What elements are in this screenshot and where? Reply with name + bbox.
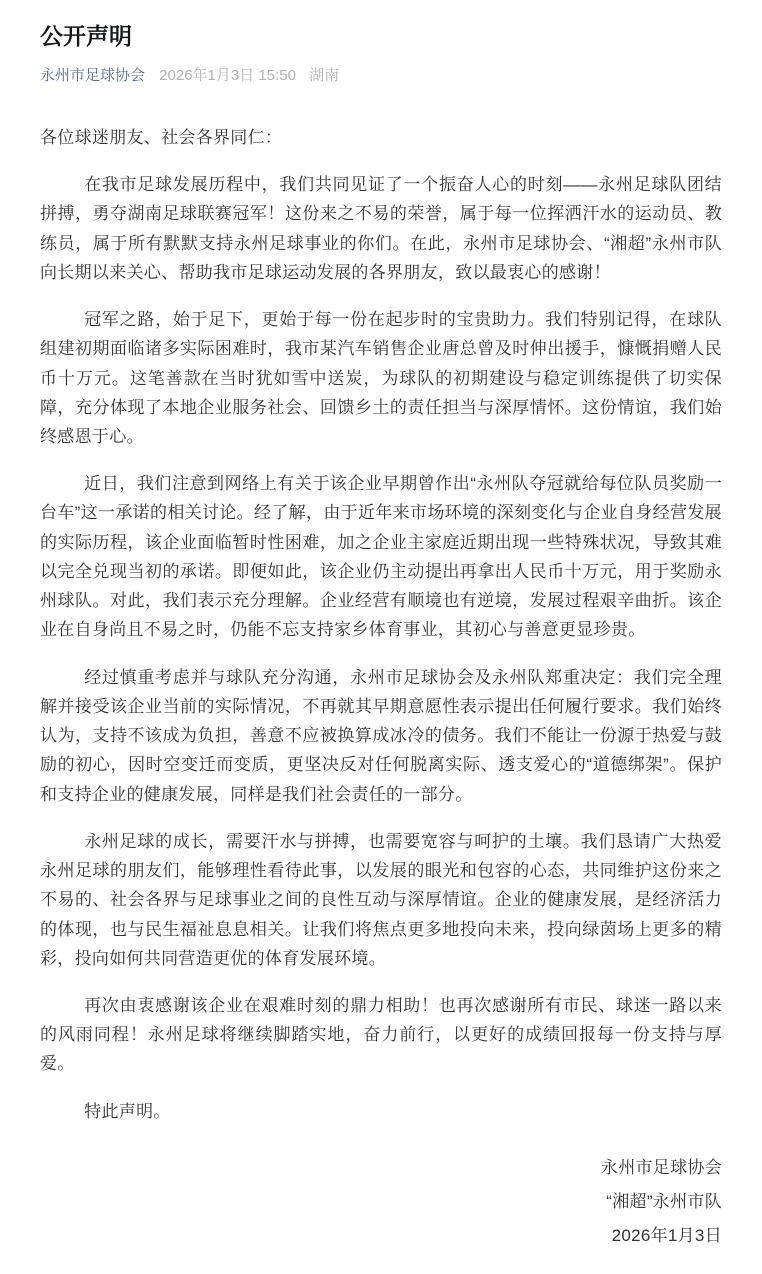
salutation: 各位球迷朋友、社会各界同仁： — [40, 127, 283, 147]
paragraph-2: 冠军之路，始于足下，更始于每一份在起步时的宝贵助力。我们特别记得，在球队组建初期面临诸多实际困难时，我市某汽车销售企业唐总曾及时伸出援手，慷慨捐赠人民币十万元。这笔善款在当时犹如雪中送炭，为球队的初期建设与稳定训练提供了切实保障，充分体现了本地企业服务社会、回馈乡土的责任担当与深厚情怀。这份情谊，我们始终感恩于心。 — [40, 310, 722, 446]
paragraph-4: 经过慎重考虑并与球队充分沟通，永州市足球协会及永州队郑重决定：我们完全理解并接受该企业当前的实际情况，不再就其早期意愿性表示提出任何履行要求。我们始终认为，支持不该成为负担，善意不应被换算成冰冷的债务。我们不能让一份源于热爱与鼓励的初心，因时空变迁而变质，更坚决反对任何脱离实际、透支爱心的“道德绑架”。保护和支持企业的健康发展，同样是我们社会责任的一部分。 — [40, 667, 722, 804]
article-content — [40, 123, 722, 1251]
publish-date: 2026年1月3日 15:50 — [159, 66, 296, 84]
signature-association: 永州市足球协会 — [600, 1157, 722, 1177]
paragraph-6: 再次由衷感谢该企业在艰难时刻的鼎力相助！也再次感谢所有市民、球迷一路以来的风雨同程！永州足球将继续脚踏实地，奋力前行，以更好的成绩回报每一份支持与厚爱。 — [40, 995, 722, 1074]
signature-team: “湘超”永州市队 — [606, 1192, 722, 1212]
signature-date: 2026年1月3日 — [611, 1226, 722, 1246]
paragraph-1: 在我市足球发展历程中，我们共同见证了一个振奋人心的时刻——永州足球队团结拼搏，勇夺湖南足球联赛冠军！这份来之不易的荣誉，属于每一位挥洒汗水的运动员、教练员，属于所有默默支持永州足球事业的你们。在此，永州市足球协会、“湘超”永州市队向长期以来关心、帮助我市足球运动发展的各界朋友，致以最衷心的感谢！ — [40, 175, 722, 282]
article-title: 公开声明 — [40, 23, 132, 49]
paragraph-3: 近日，我们注意到网络上有关于该企业早期曾作出“永州队夺冠就给每位队员奖励一台车”这一承诺的相关讨论。经了解，由于近年来市场环境的深刻变化与企业自身经营发展的实际历程，该企业面临暂时性困难，加之企业主家庭近期出现一些特殊状况，导致其难以完全兑现当初的承诺。即便如此，该企业仍主动提出再拿出人民币十万元，用于奖励永州球队。对此，我们表示充分理解。企业经营有顺境也有逆境，发展过程艰辛曲折。该企业在自身尚且不易之时，仍能不忘支持家乡体育事业，其初心与善意更显珍贵。 — [40, 474, 722, 640]
publish-location: 湖南 — [309, 66, 340, 84]
paragraph-5: 永州足球的成长，需要汗水与拼搏，也需要宽容与呵护的土壤。我们恳请广大热爱永州足球的朋友们，能够理性看待此事，以发展的眼光和包容的心态，共同维护这份来之不易的、社会各界与足球事业之间的良性互动与深厚情谊。企业的健康发展，是经济活力的体现，也与民生福祉息息相关。让我们将焦点更多地投向未来，投向绿茵场上更多的精彩，投向如何共同营造更优的体育发展环境。 — [40, 831, 722, 968]
closing-statement: 特此声明。 — [84, 1101, 171, 1121]
byline — [40, 65, 722, 86]
signature-block — [40, 1153, 722, 1251]
author-account-link[interactable]: 永州市足球协会 — [40, 66, 146, 84]
